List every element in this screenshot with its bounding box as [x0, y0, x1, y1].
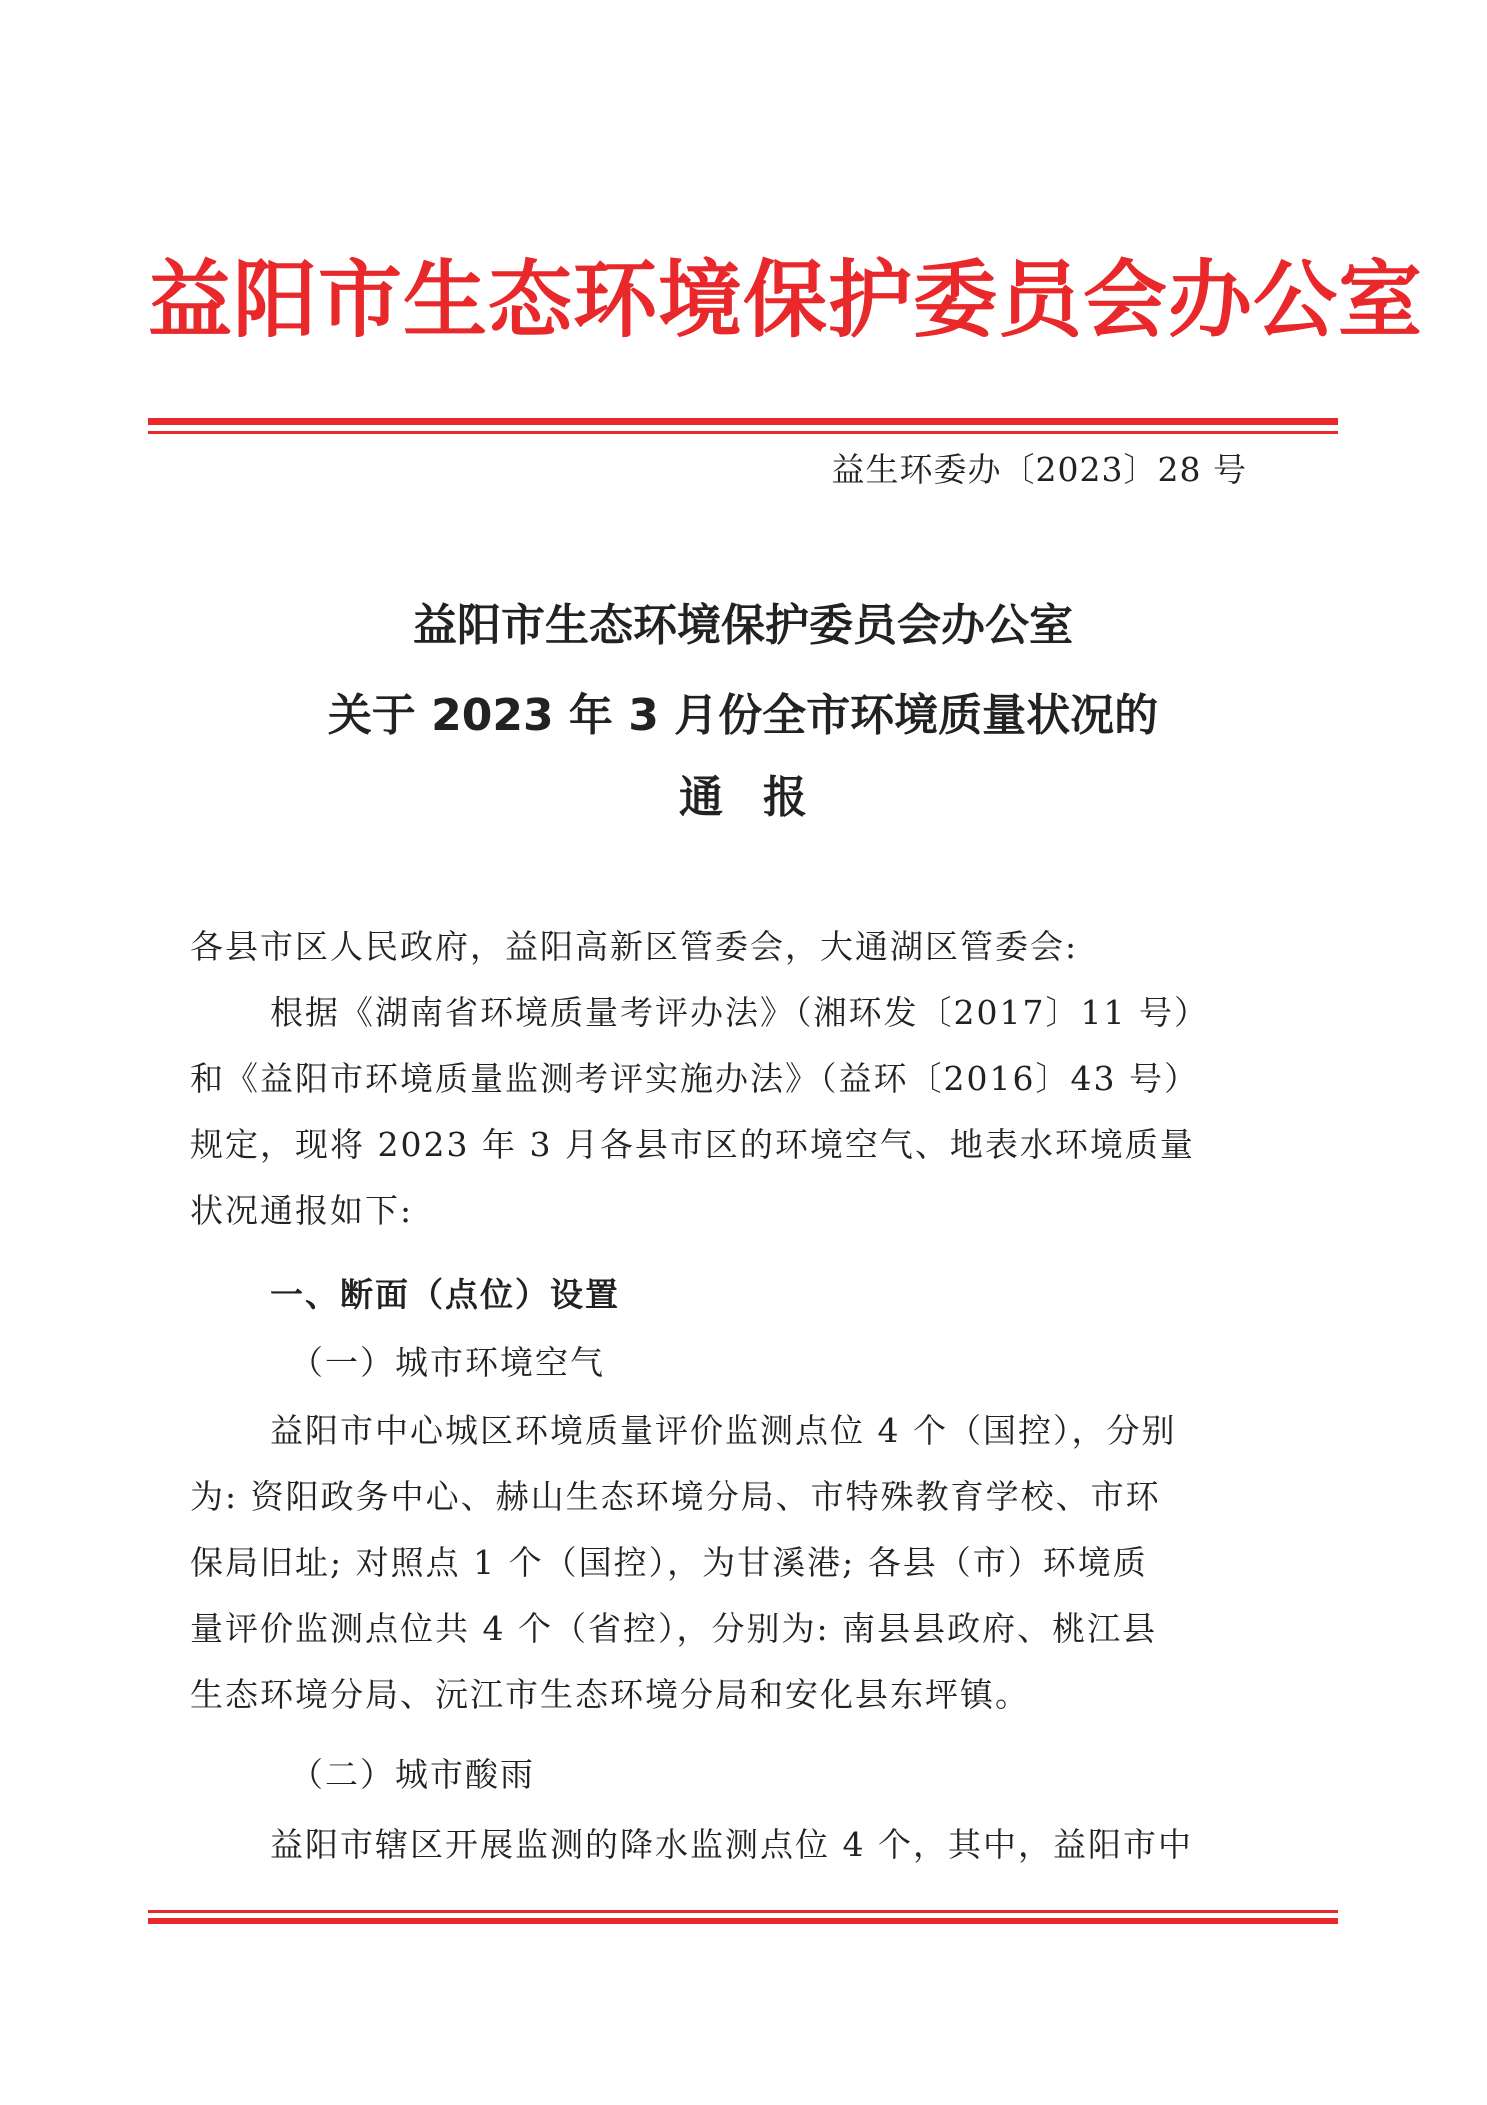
subsection-2-line: 益阳市辖区开展监测的降水监测点位 4 个，其中，益阳市中 [270, 1825, 1193, 1864]
intro-paragraph [190, 980, 1290, 1244]
masthead-rule-thin [148, 431, 1338, 434]
intro-line: 和《益阳市环境质量监测考评实施办法》（益环〔2016〕43 号） [190, 1059, 1199, 1098]
subsection-1-line: 益阳市中心城区环境质量评价监测点位 4 个（国控），分别 [270, 1411, 1177, 1450]
title-line-3: 通报 [679, 772, 847, 823]
title-line-2: 关于 2023 年 3 月份全市环境质量状况的 [327, 690, 1159, 741]
masthead-org-name: 益阳市生态环境保护委员会办公室 [148, 251, 1424, 349]
subsection-1-line: 量评价监测点位共 4 个（省控），分别为: 南县县政府、桃江县 [190, 1609, 1158, 1648]
subsection-1-heading: （一）城市环境空气 [290, 1343, 605, 1382]
masthead-rule-thick [148, 418, 1338, 425]
intro-line: 根据《湖南省环境质量考评办法》（湘环发〔2017〕11 号） [270, 993, 1209, 1032]
document-number: 益生环委办〔2023〕28 号 [831, 450, 1247, 489]
footer-rule-thick [148, 1918, 1338, 1924]
title-line-1: 益阳市生态环境保护委员会办公室 [413, 600, 1073, 651]
subsection-1-line: 生态环境分局、沅江市生态环境分局和安化县东坪镇。 [190, 1675, 1030, 1714]
intro-line: 规定，现将 2023 年 3 月各县市区的环境空气、地表水环境质量 [190, 1125, 1195, 1164]
salutation: 各县市区人民政府，益阳高新区管委会，大通湖区管委会: [190, 927, 1079, 966]
subsection-1-paragraph [190, 1398, 1290, 1728]
salutation-block [190, 914, 1290, 980]
subsection-2-paragraph [190, 1812, 1290, 1878]
subsection-1-line: 保局旧址; 对照点 1 个（国控），为甘溪港; 各县（市）环境质 [190, 1543, 1148, 1582]
subsection-2-heading: （二）城市酸雨 [290, 1755, 535, 1794]
section-1-heading: 一、断面（点位）设置 [270, 1275, 620, 1314]
intro-line: 状况通报如下: [190, 1191, 414, 1230]
subsection-1-line: 为: 资阳政务中心、赫山生态环境分局、市特殊教育学校、市环 [190, 1477, 1161, 1516]
footer-rule-thin [148, 1910, 1338, 1913]
